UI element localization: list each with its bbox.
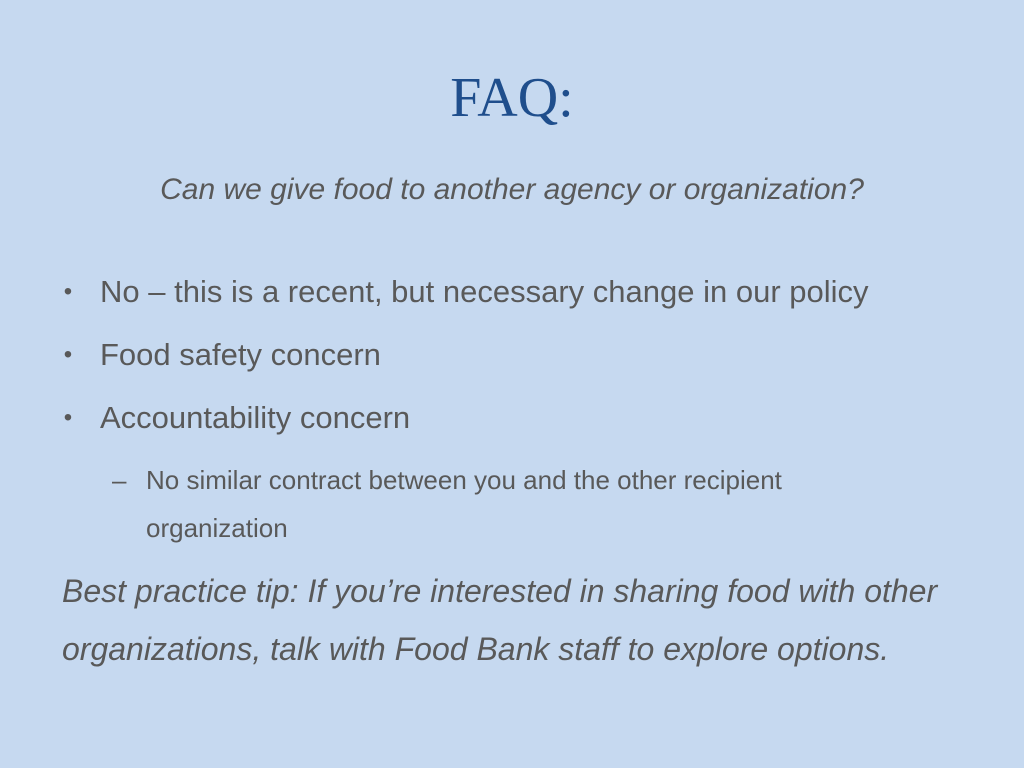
sub-bullet-marker: – <box>112 465 127 495</box>
best-practice-tip: Best practice tip: If you’re interested in sharing food with other organizations, talk with Food Bank staff to explore options. <box>62 573 938 667</box>
bullet-marker: • <box>63 404 73 431</box>
question-subtitle: Can we give food to another agency or organization? <box>160 173 864 206</box>
bullet-marker: • <box>63 341 73 368</box>
sub-bullet-item <box>112 456 926 552</box>
bullet-text: Accountability concern <box>100 400 411 435</box>
bullet-text: Food safety concern <box>100 337 381 372</box>
bullet-item <box>58 329 958 381</box>
sub-bullet-text: No similar contract between you and the other recipient organization <box>146 465 782 543</box>
slide-title: FAQ: <box>450 67 574 129</box>
bullet-list <box>58 266 958 455</box>
bullet-text: No – this is a recent, but necessary change in our policy <box>100 274 869 309</box>
bullet-item <box>58 266 958 318</box>
bullet-marker: • <box>63 278 73 305</box>
bullet-item <box>58 392 958 444</box>
